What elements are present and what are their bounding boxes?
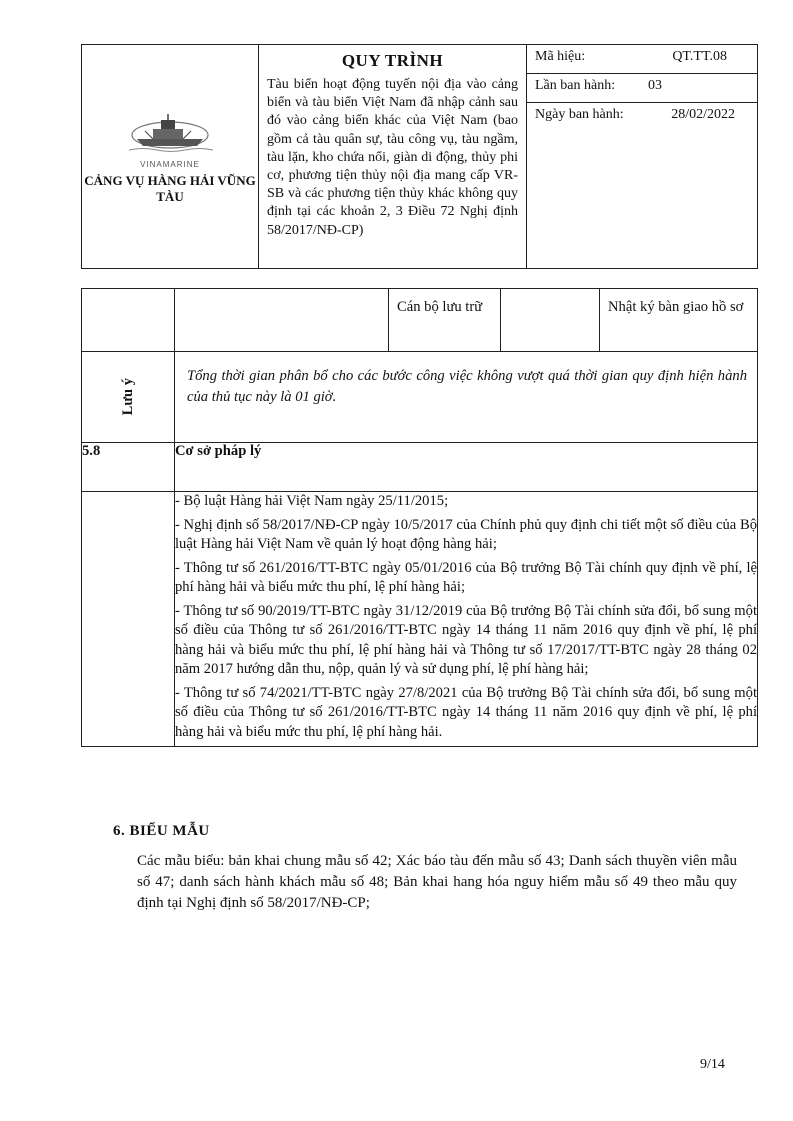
legal-item: - Thông tư số 90/2019/TT-BTC ngày 31/12/2019 của Bộ trưởng Bộ Tài chính sửa đổi, bổ sung một số điều của Thông tư số 261/2016/TT-BTC ngày 14 tháng 11 năm 2016 quy định về phí, lệ phí hàng hải và biểu mức thu phí, lệ phí hàng hải và Thông tư số 17/2017/TT-BTC ngày 28 tháng 02 năm 2017 hướng dẫn thu, nộp, quản lý và sử dụng phí, lệ phí hàng hải; [175, 602, 757, 677]
section-6-title: 6. BIỂU MẪU [113, 823, 210, 839]
meta-cell [527, 45, 758, 269]
procedure-description: Tàu biển hoạt động tuyến nội địa vào cảng biển và tàu biển Việt Nam đã nhập cảnh sau đó vào cảng biển khác của Việt Nam (bao gồm cả tàu quân sự, tàu công vụ, tàu ngầm, tàu lặn, kho chứa nổi, giàn di động, thủy phi cơ, phương tiện thủy nội địa mang cấp VR-SB và các phương tiện thủy khác không quy định tại các khoản 2, 3 Điều 72 Nghị định 58/2017/NĐ-CP) [267, 77, 518, 238]
logo-cell [82, 45, 259, 269]
vinamarine-logo-icon [123, 109, 218, 159]
legal-item: - Nghị định số 58/2017/NĐ-CP ngày 10/5/2017 của Chính phủ quy định chi tiết một số điều của Bộ luật Hàng hải Việt Nam về quản lý hoạt động hàng hải; [175, 516, 757, 552]
table-cell [82, 492, 175, 747]
meta-value: QT.TT.08 [672, 49, 727, 64]
note-label-cell [82, 352, 175, 443]
procedure-title: QUY TRÌNH [341, 51, 444, 70]
organization-name: CẢNG VỤ HÀNG HẢI VŨNG TÀU [84, 172, 256, 204]
section-number: 5.8 [82, 443, 175, 492]
note-text: Tổng thời gian phân bổ cho các bước công việc không vượt quá thời gian quy định hiện hành của thủ tục này là 01 giờ. [187, 368, 747, 405]
table-cell [501, 289, 600, 352]
legal-item: - Thông tư số 261/2016/TT-BTC ngày 05/01/2016 của Bộ trưởng Bộ Tài chính quy định về phí, lệ phí hàng hải và biểu mức thu phí, lệ phí hàng hải; [175, 559, 757, 595]
table-cell [600, 289, 758, 352]
meta-label: Lần ban hành: [535, 78, 616, 93]
note-cell [175, 352, 758, 443]
procedure-table [81, 288, 758, 747]
legal-item: - Bộ luật Hàng hải Việt Nam ngày 25/11/2015; [175, 493, 449, 509]
meta-label: Ngày ban hành: [535, 107, 624, 122]
meta-value: 28/02/2022 [671, 107, 735, 122]
note-label: Lưu ý [119, 378, 136, 416]
legal-item: - Thông tư số 74/2021/TT-BTC ngày 27/8/2021 của Bộ trưởng Bộ Tài chính sửa đổi, bổ sung một số điều của Thông tư số 261/2016/TT-BTC ngày 14 tháng 11 năm 2016 quy định về phí, lệ phí hàng hải và biểu mức thu phí, lệ phí hàng hải. [175, 684, 757, 740]
table-cell [389, 289, 501, 352]
table-row [82, 289, 758, 352]
legal-basis-cell [175, 492, 758, 747]
page-number: 9/14 [700, 1057, 725, 1072]
section-6-text: Các mẫu biểu: bản khai chung mẫu số 42; Xác báo tàu đến mẫu số 43; Danh sách thuyền viên mẫu số 47; danh sách hành khách mẫu số 48; Bản khai hang hóa nguy hiểm mẫu số 49 theo mẫu quy định tại Nghị định số 58/2017/NĐ-CP; [137, 853, 737, 911]
procedure-cell [259, 45, 527, 269]
table-row [82, 352, 758, 443]
section-title: Cơ sở pháp lý [175, 443, 758, 492]
meta-row-code [527, 45, 757, 73]
meta-value: 03 [648, 78, 662, 93]
meta-label: Mã hiệu: [535, 49, 586, 64]
header-table [81, 44, 758, 269]
table-row [82, 492, 758, 747]
meta-row-date [527, 102, 757, 131]
meta-row-issue [527, 73, 757, 102]
table-row [82, 443, 758, 492]
table-cell [82, 289, 175, 352]
handover-log-label: Nhật ký bàn giao hồ sơ [608, 299, 744, 315]
archive-officer-label: Cán bộ lưu trữ [397, 299, 483, 315]
logo-caption: VINAMARINE [140, 159, 200, 169]
table-cell [175, 289, 389, 352]
